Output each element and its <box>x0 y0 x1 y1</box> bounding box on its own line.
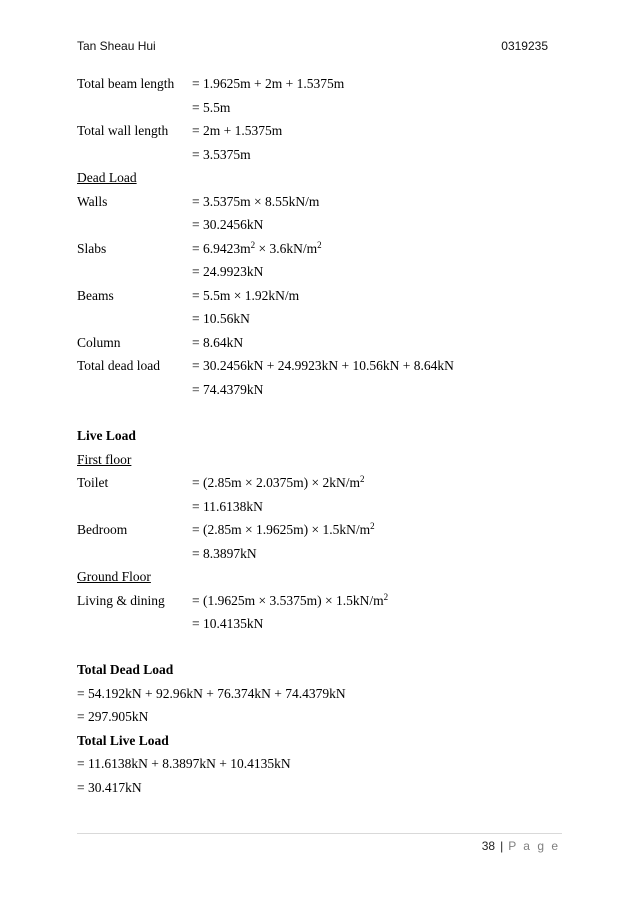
total-dead-load-value: = 297.905kN <box>77 709 149 724</box>
column-eq: = 8.64kN <box>192 335 244 350</box>
slabs-result: = 24.9923kN <box>192 264 264 279</box>
live-load-heading: Live Load <box>77 428 136 443</box>
beam-length-eq: = 1.9625m + 2m + 1.5375m <box>192 76 345 91</box>
wall-length-eq: = 2m + 1.5375m <box>192 123 283 138</box>
wall-length-label: Total wall length <box>77 123 169 138</box>
slabs-label: Slabs <box>77 241 107 256</box>
slabs-eq: = $6.9423m^2 \times 3.6kN/m^2$ <box>192 240 322 256</box>
total-dead-load-label: Total dead load <box>77 358 161 373</box>
footer-divider <box>77 833 562 834</box>
total-live-load-value: = 30.417kN <box>77 780 142 795</box>
page-number: 38 <box>481 839 496 853</box>
walls-result: = 30.2456kN <box>192 217 264 232</box>
footer-separator: | <box>500 839 504 853</box>
walls-eq: = 3.5375m × 8.55kN/m <box>192 194 320 209</box>
page-label: P a g e <box>508 839 560 853</box>
first-floor-heading: First floor <box>77 452 132 467</box>
total-dead-load-eq: = 30.2456kN + 24.9923kN + 10.56kN + 8.64kN <box>192 358 454 373</box>
living-dining-label: Living & dining <box>77 593 165 608</box>
column-label: Column <box>77 335 121 350</box>
beams-label: Beams <box>77 288 114 303</box>
living-dining-eq: = $(1.9625m \times 3.5375m) \times 1.5kN/m^2$ <box>192 592 389 608</box>
total-dead-load-heading: Total Dead Load <box>77 662 174 677</box>
toilet-result: = 11.6138kN <box>192 499 263 514</box>
bedroom-eq: = $(2.85m \times 1.9625m) \times 1.5kN/m^2$ <box>192 521 375 537</box>
dead-load-heading: Dead Load <box>77 170 137 185</box>
page-footer <box>482 839 560 853</box>
walls-label: Walls <box>77 194 108 209</box>
bedroom-result: = 8.3897kN <box>192 546 257 561</box>
toilet-eq: = $(2.85m \times 2.0375m) \times 2kN/m^2$ <box>192 474 365 490</box>
ground-floor-heading: Ground Floor <box>77 569 151 584</box>
header-author: Tan Sheau Hui <box>77 39 156 53</box>
living-dining-result: = 10.4135kN <box>192 616 264 631</box>
beam-length-label: Total beam length <box>77 76 175 91</box>
toilet-label: Toilet <box>77 475 109 490</box>
beam-length-result: = 5.5m <box>192 100 231 115</box>
beams-eq: = 5.5m × 1.92kN/m <box>192 288 300 303</box>
wall-length-result: = 3.5375m <box>192 147 251 162</box>
bedroom-label: Bedroom <box>77 522 128 537</box>
total-dead-load-sum: = 54.192kN + 92.96kN + 76.374kN + 74.4379kN <box>77 686 346 701</box>
total-live-load-sum: = 11.6138kN + 8.3897kN + 10.4135kN <box>77 756 291 771</box>
header-student-id: 0319235 <box>501 39 548 53</box>
total-dead-load-result: = 74.4379kN <box>192 382 264 397</box>
beams-result: = 10.56kN <box>192 311 250 326</box>
total-live-load-heading: Total Live Load <box>77 733 169 748</box>
